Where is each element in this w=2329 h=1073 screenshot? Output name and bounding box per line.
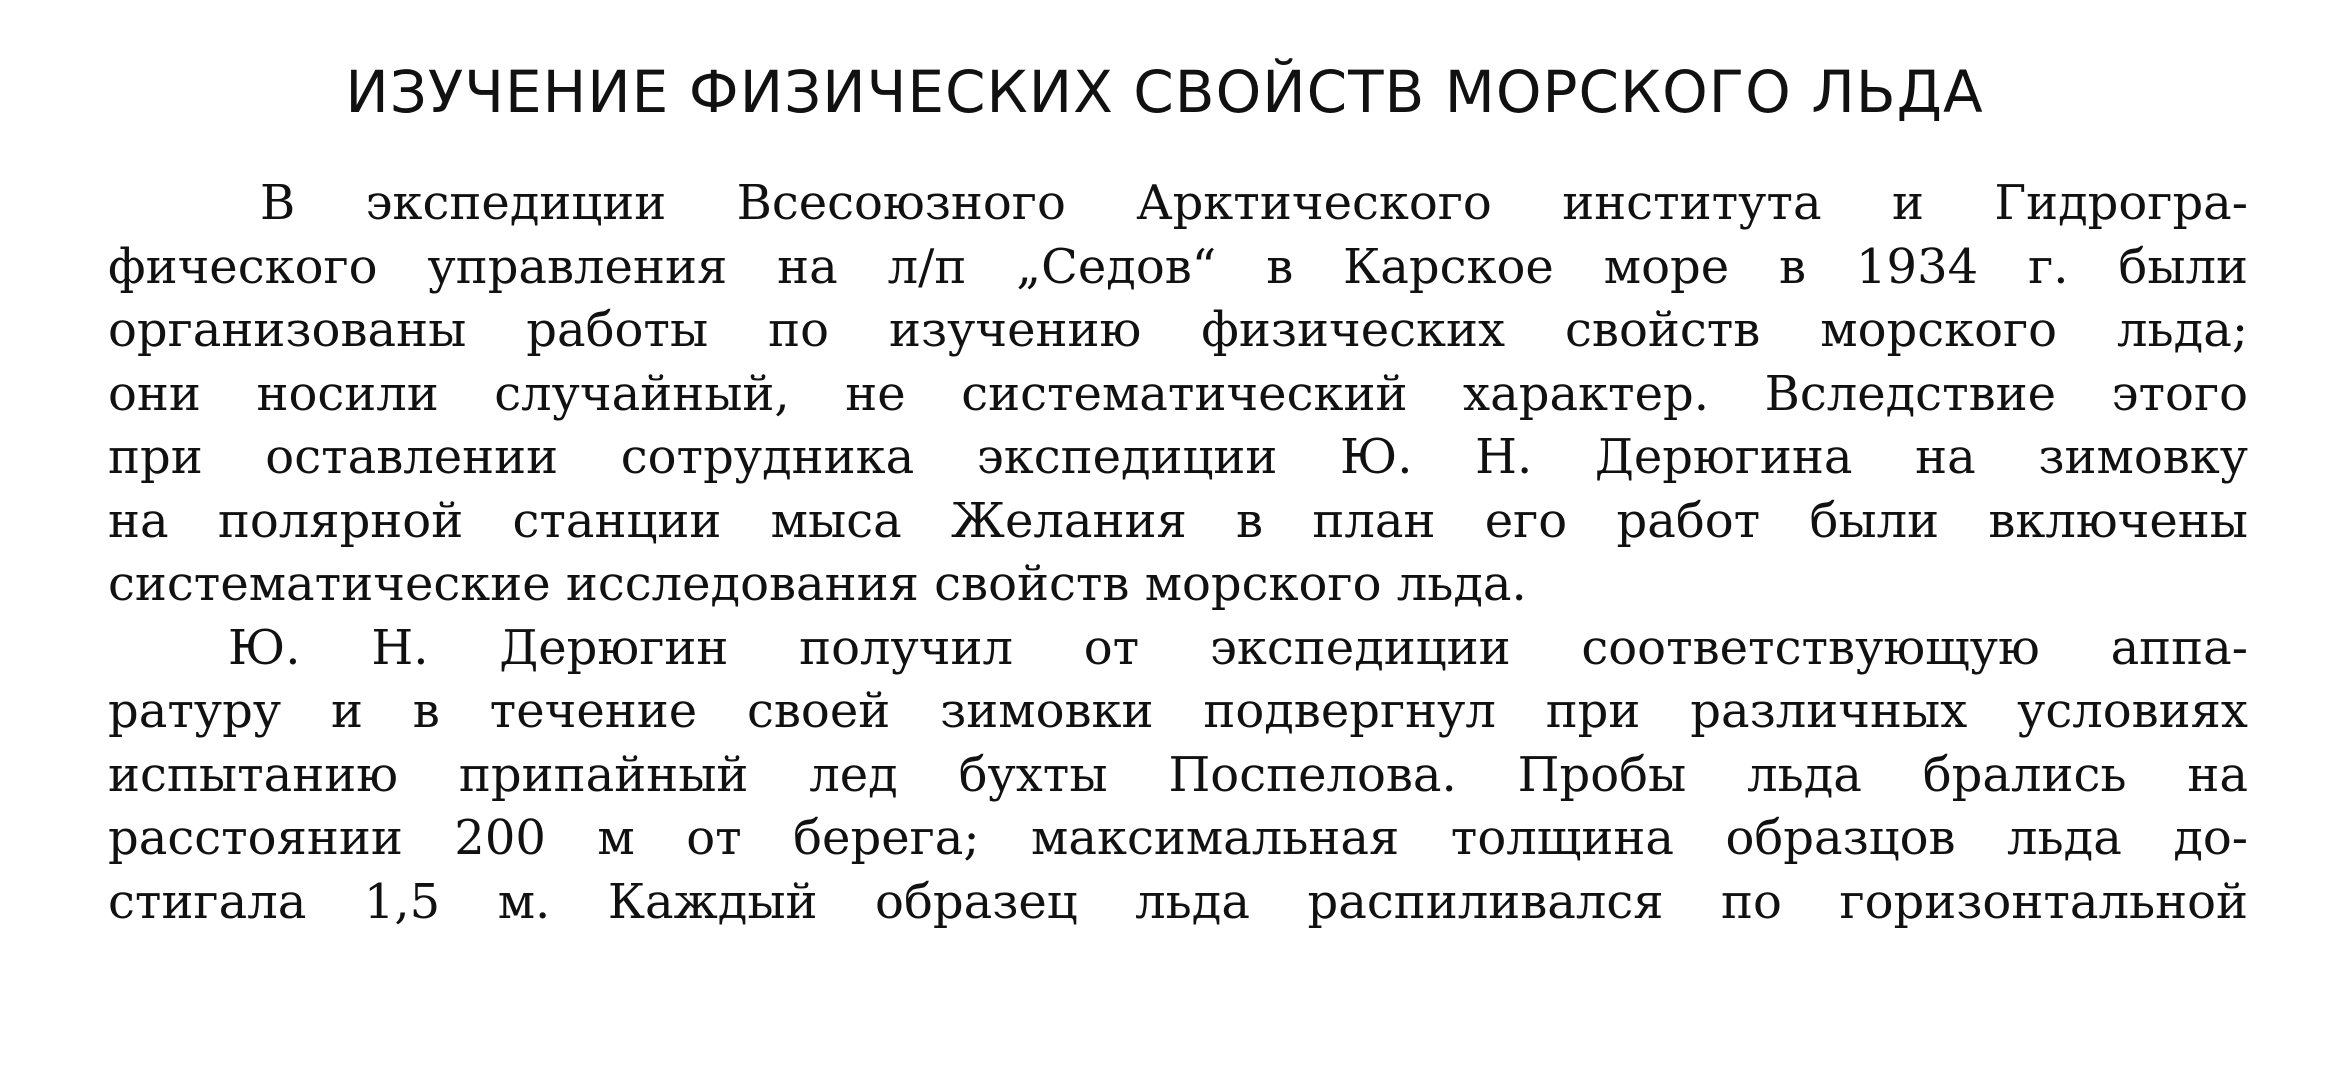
- body-text: [108, 172, 2248, 934]
- paragraph-1-line-2: фического управления на л/п „Седов“ в Карское море в 1934 г. были: [108, 238, 2248, 295]
- paragraph-2-line-1: Ю. Н. Дерюгин получил от экспедиции соответствующую аппа-: [228, 619, 2248, 676]
- paragraph-1-line-6: на полярной станции мыса Желания в план его работ были включены: [108, 492, 2248, 549]
- paragraph-2-line-3: испытанию припайный лед бухты Поспелова. Пробы льда брались на: [108, 746, 2248, 803]
- paragraph-1-line-4: они носили случайный, не систематический характер. Вследствие этого: [108, 365, 2248, 422]
- paragraph-1-line-1: В экспедиции Всесоюзного Арктического института и Гидрогра-: [260, 175, 2248, 231]
- paragraph-1-line-3: организованы работы по изучению физических свойств морского льда;: [108, 302, 2248, 358]
- paragraph-1-line-5: при оставлении сотрудника экспедиции Ю. Н. Дерюгина на зимовку: [108, 429, 2248, 485]
- paragraph-1-line-7: систематические исследования свойств морского льда.: [108, 556, 1527, 612]
- paragraph-2-line-5: стигала 1,5 м. Каждый образец льда распиливался по горизонтальной: [108, 873, 2248, 930]
- page-title: ИЗУЧЕНИЕ ФИЗИЧЕСКИХ СВОЙСТВ МОРСКОГО ЛЬДА: [345, 58, 1984, 126]
- paragraph-2-line-4: расстоянии 200 м от берега; максимальная толщина образцов льда до-: [108, 810, 2248, 866]
- paragraph-2-line-2: ратуру и в течение своей зимовки подвергнул при различных условиях: [108, 683, 2248, 739]
